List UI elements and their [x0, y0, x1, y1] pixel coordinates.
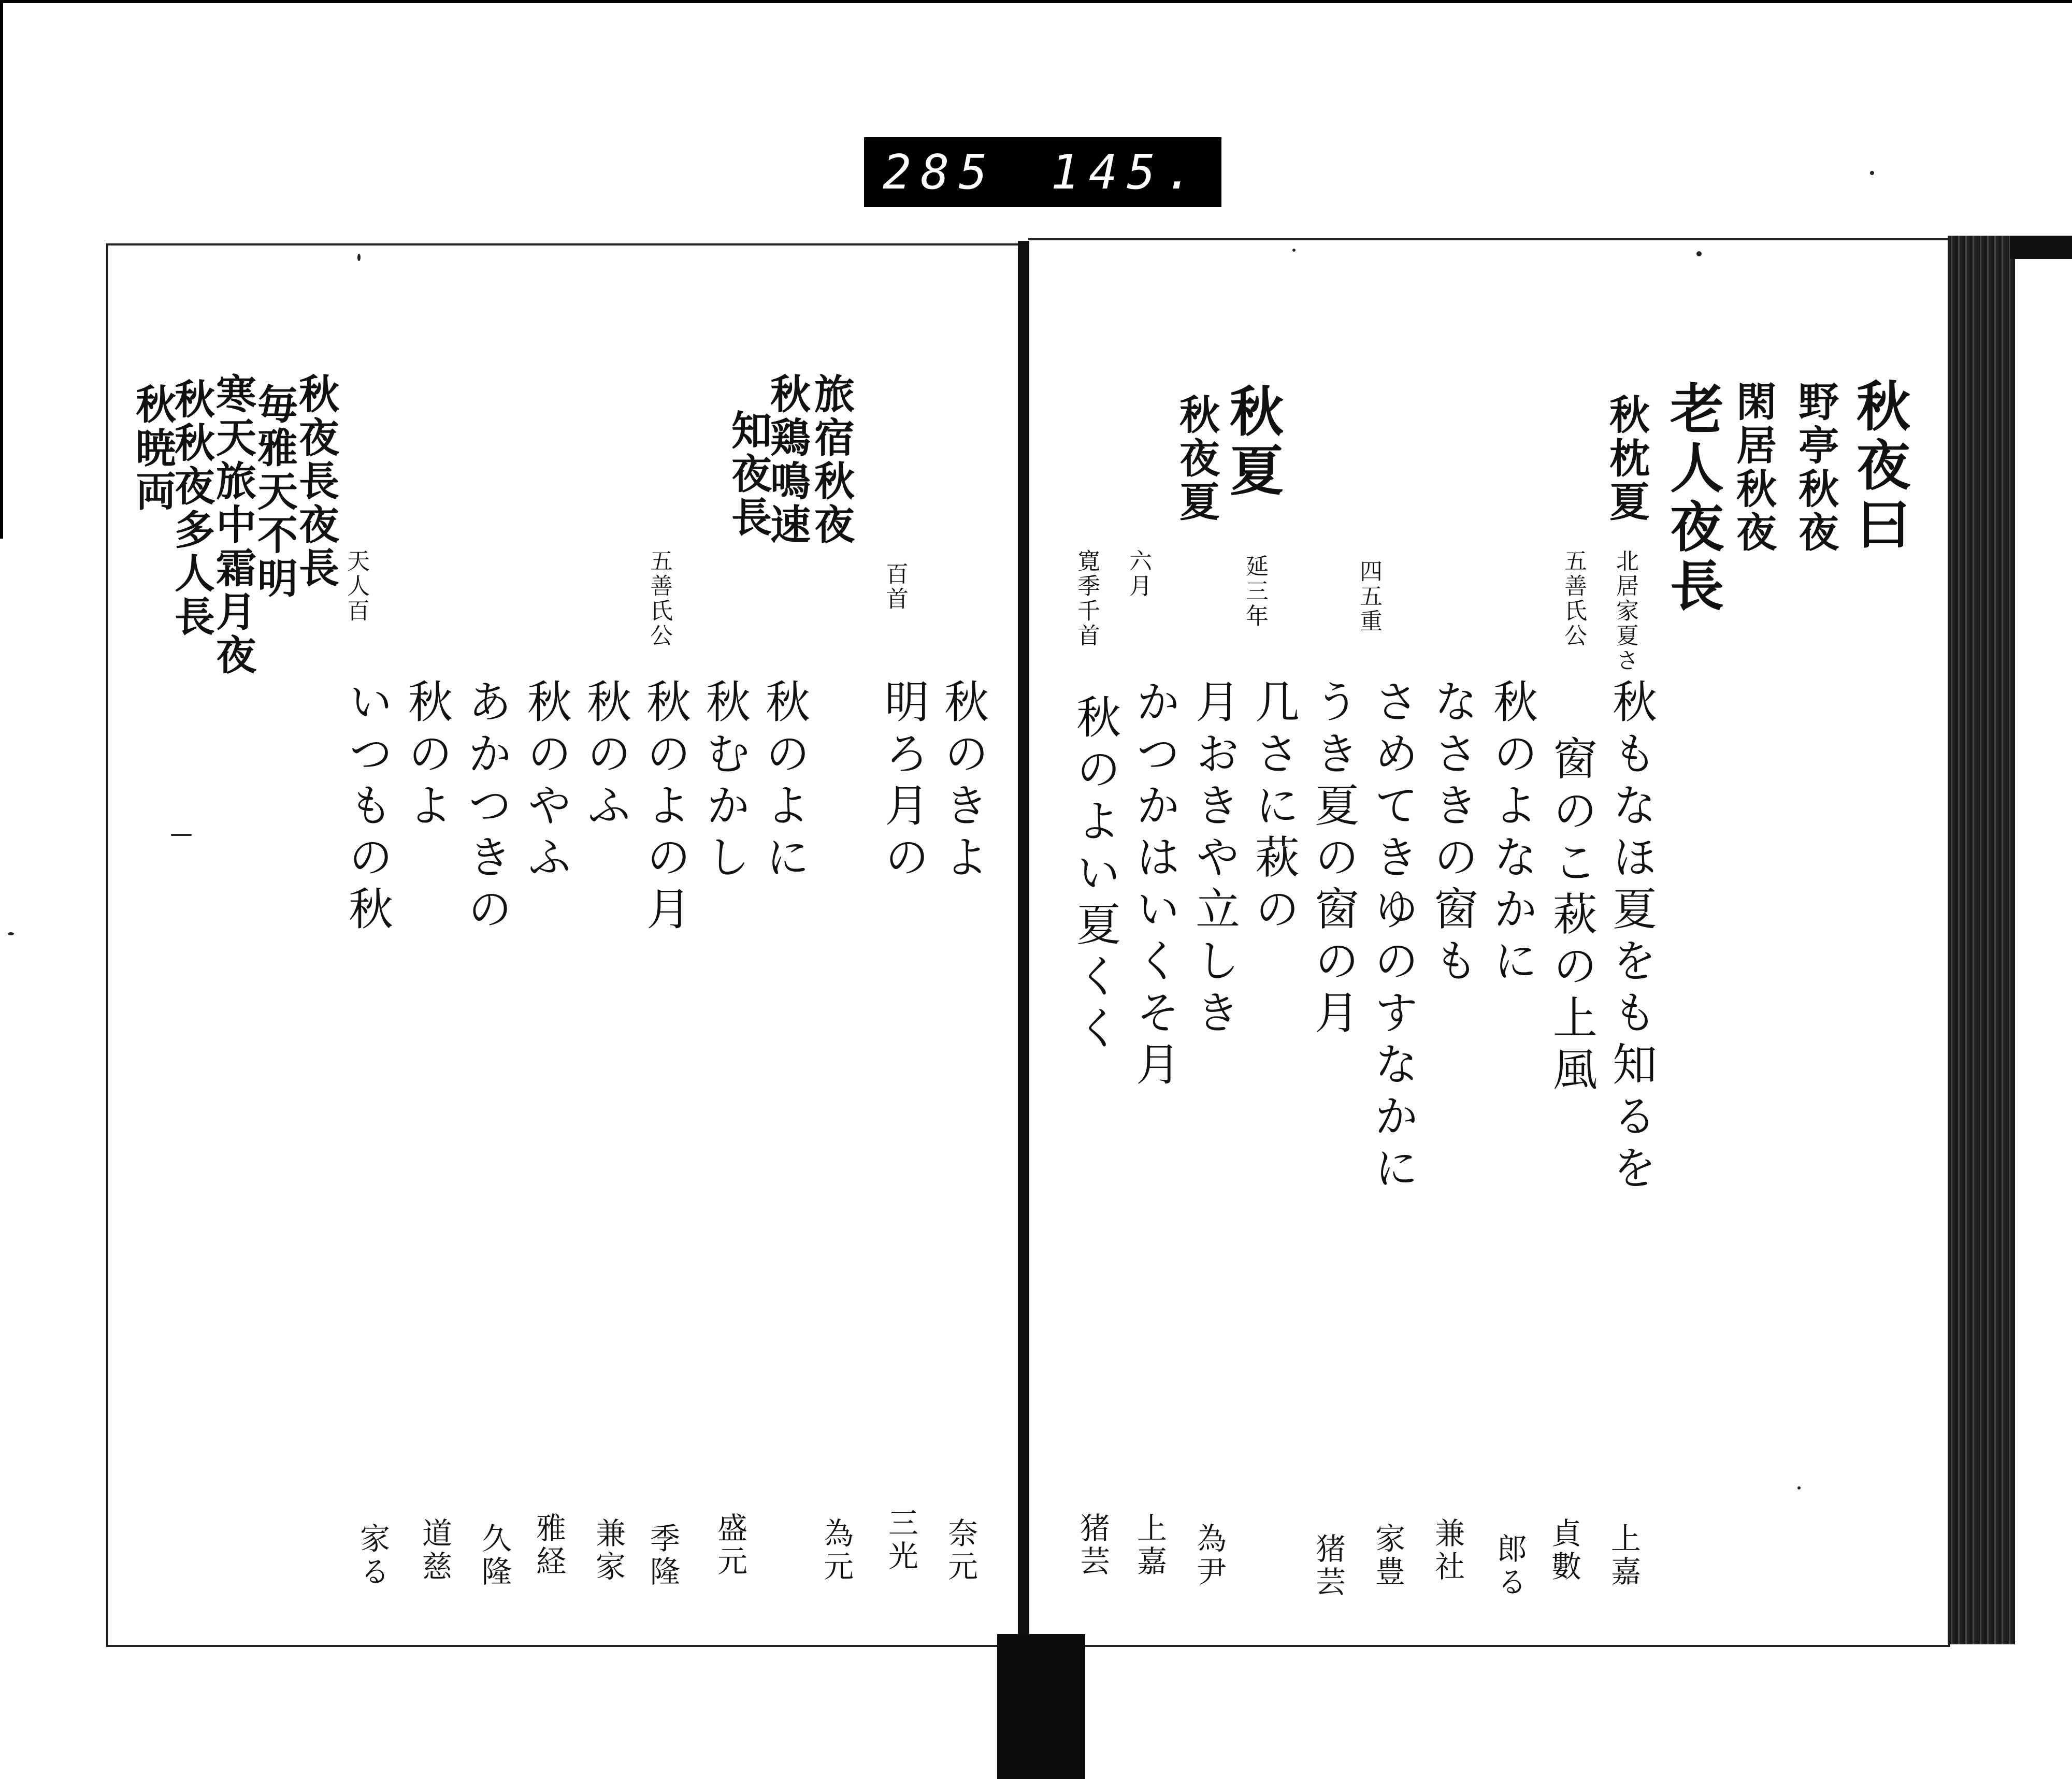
- left-title-1: 秋鶏鳴速: [764, 373, 811, 547]
- left-author-7: 久隆: [477, 1523, 512, 1589]
- author-4: 家豊: [1370, 1523, 1405, 1589]
- poem-0: 秋もなほ夏をも知るを: [1605, 678, 1657, 1196]
- author-5: 猪芸: [1311, 1533, 1346, 1599]
- author-0: 上嘉: [1606, 1523, 1641, 1589]
- left-title-3: 秋夜長夜長: [292, 373, 339, 590]
- scan-speck: [1797, 1486, 1801, 1489]
- left-poem-0: 秋のきよ: [937, 678, 988, 886]
- title-0: 秋夜曰: [1847, 378, 1911, 555]
- left-author-9: 家る: [355, 1523, 390, 1589]
- left-poem-7: あかつきの: [460, 678, 512, 937]
- left-poem-8: 秋のよ: [400, 678, 452, 834]
- left-note-9: 天人百: [343, 549, 369, 624]
- left-title-7: 秋暁両: [129, 383, 176, 514]
- poem-1: 窗のこ萩の上風: [1545, 735, 1597, 1098]
- poem-7: 月おきや立しき: [1188, 678, 1240, 1041]
- left-poem-6: 秋のやふ: [520, 678, 571, 886]
- left-title-5: 寒天旅中霜月夜: [209, 373, 256, 677]
- note-1: 五善氏公: [1560, 549, 1587, 648]
- note-9: 寛季千首: [1073, 549, 1100, 648]
- left-title-0: 旅宿秋夜: [808, 373, 855, 547]
- note-0: 北居家夏さ: [1612, 549, 1638, 673]
- title-2: 閑居秋夜: [1730, 381, 1777, 555]
- author-9: 猪芸: [1075, 1512, 1110, 1579]
- scan-speck: [1870, 171, 1874, 175]
- left-author-1: 三光: [883, 1507, 918, 1573]
- poem-9: 秋のよい夏くく: [1069, 694, 1120, 1057]
- catalog-number-label: [864, 137, 1221, 207]
- frame-top-line: [0, 0, 2072, 3]
- author-8: 上嘉: [1132, 1512, 1167, 1579]
- left-author-2: 為元: [818, 1517, 854, 1584]
- left-poem-9: いつもの秋: [341, 678, 393, 937]
- author-1: 貞數: [1546, 1517, 1581, 1584]
- left-title-2: 知夜長: [725, 409, 772, 540]
- poem-8: かつかはいくそ月: [1128, 678, 1180, 1093]
- title-4: 秋枕夏: [1603, 394, 1650, 524]
- author-2: 郎る: [1492, 1533, 1527, 1599]
- left-note-0: 百首: [882, 562, 908, 612]
- left-poem-2: 秋のよに: [758, 678, 810, 886]
- page-edges-top: [2010, 236, 2072, 259]
- left-author-5: 兼家: [591, 1517, 626, 1584]
- left-author-0: 奈元: [943, 1517, 978, 1584]
- left-author-4: 季隆: [645, 1523, 680, 1589]
- author-7: 為尹: [1191, 1523, 1227, 1589]
- left-poem-1: 明ろ月の: [877, 678, 929, 886]
- author-3: 兼社: [1430, 1517, 1465, 1584]
- book-gutter: [1018, 241, 1029, 1650]
- poem-3: なさきの窗も: [1426, 678, 1478, 989]
- frame-left-line: [0, 0, 3, 539]
- left-author-3: 盛元: [712, 1512, 747, 1579]
- poem-2: 秋のよなかに: [1486, 678, 1537, 989]
- title-3: 老人夜長: [1661, 381, 1724, 617]
- left-author-8: 道慈: [417, 1517, 452, 1584]
- catalog-number-left: 285: [883, 144, 997, 200]
- left-author-6: 雅経: [531, 1512, 566, 1579]
- left-poem-3: 秋むかし: [698, 678, 750, 886]
- scan-speck: [1292, 249, 1296, 252]
- spine-tab: [997, 1634, 1085, 1779]
- catalog-number-right: 145.: [1051, 144, 1203, 200]
- page-edges: [1948, 236, 2015, 1644]
- title-5: 秋夏: [1220, 383, 1284, 501]
- poem-4: さめてきゆのすなかに: [1366, 678, 1418, 1196]
- title-1: 野亭秋夜: [1792, 381, 1839, 555]
- note-4: 四五重: [1356, 559, 1382, 634]
- scan-speck: [357, 254, 361, 261]
- scan-speck: [171, 834, 192, 836]
- left-title-4: 毎雅天不明: [251, 383, 298, 601]
- title-6: 秋夜夏: [1173, 394, 1220, 524]
- poem-6: 几さに萩の: [1247, 678, 1299, 937]
- note-6: 延三年: [1242, 554, 1268, 629]
- left-title-6: 秋秋夜多人長: [168, 378, 215, 639]
- poem-5: うき夏の窗の月: [1307, 678, 1359, 1041]
- left-poem-5: 秋のふ: [579, 678, 631, 834]
- scan-speck: [8, 932, 14, 935]
- scan-speck: [1696, 251, 1702, 256]
- left-poem-4: 秋のよの月: [639, 678, 690, 937]
- note-8: 六月: [1125, 549, 1152, 599]
- left-note-4: 五善氏公: [646, 549, 672, 648]
